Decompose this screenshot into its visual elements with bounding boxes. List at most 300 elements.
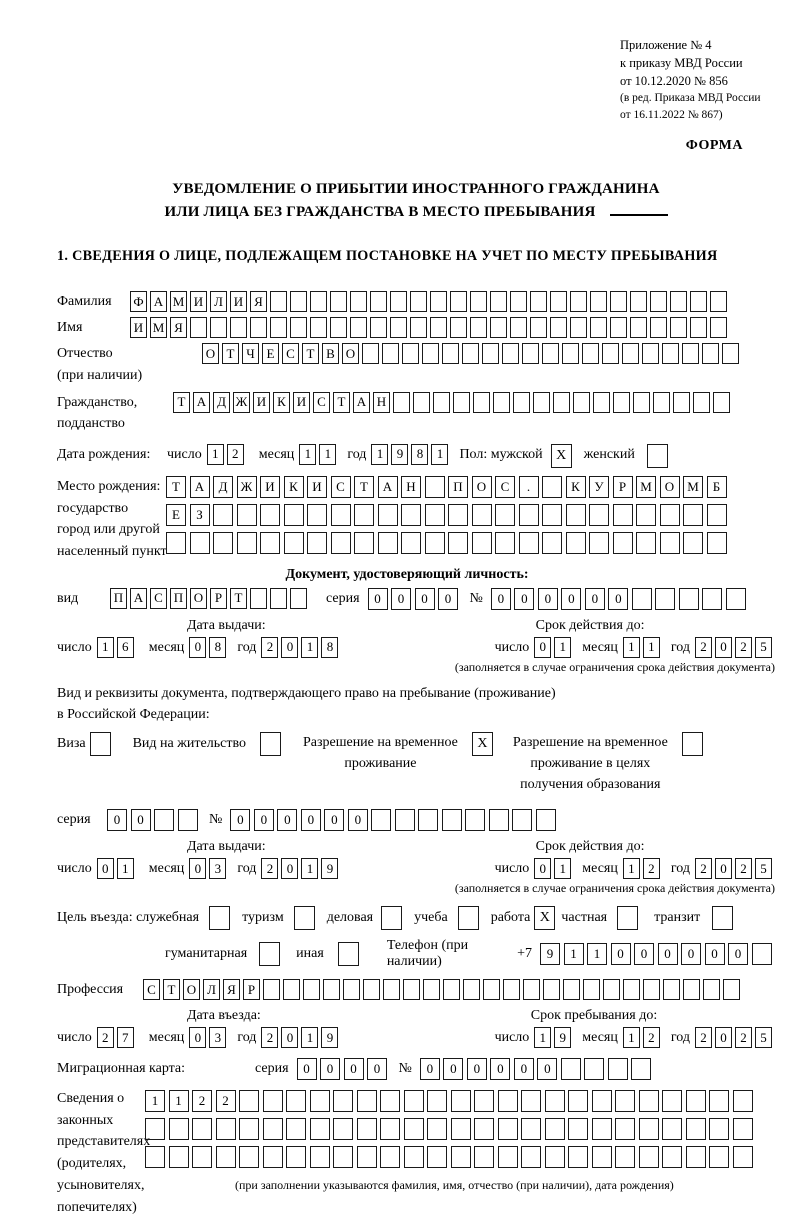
- char-cell[interactable]: [662, 1146, 682, 1168]
- char-cell[interactable]: А: [353, 392, 370, 413]
- char-cell[interactable]: [310, 1146, 330, 1168]
- char-cell[interactable]: 0: [281, 858, 298, 879]
- char-cell[interactable]: 0: [491, 588, 511, 610]
- char-cell[interactable]: З: [190, 504, 210, 526]
- char-cell[interactable]: [690, 291, 707, 312]
- char-cell[interactable]: [726, 588, 746, 610]
- char-cell[interactable]: 0: [297, 1058, 317, 1080]
- char-cell[interactable]: [498, 1090, 518, 1112]
- char-cell[interactable]: [370, 291, 387, 312]
- residence-permit-checkbox[interactable]: [260, 732, 281, 756]
- char-cell[interactable]: [380, 1118, 400, 1140]
- char-cell[interactable]: [636, 532, 656, 554]
- char-cell[interactable]: 0: [281, 637, 298, 658]
- char-cell[interactable]: [390, 317, 407, 338]
- char-cell[interactable]: И: [130, 317, 147, 338]
- char-cell[interactable]: [473, 392, 490, 413]
- char-cell[interactable]: П: [170, 588, 187, 609]
- char-cell[interactable]: [462, 343, 479, 364]
- char-cell[interactable]: 1: [564, 943, 584, 965]
- char-cell[interactable]: [709, 1146, 729, 1168]
- char-cell[interactable]: Д: [213, 476, 233, 498]
- char-cell[interactable]: [216, 1146, 236, 1168]
- char-cell[interactable]: 0: [230, 809, 250, 831]
- char-cell[interactable]: О: [660, 476, 680, 498]
- char-cell[interactable]: У: [589, 476, 609, 498]
- purpose-work-checkbox[interactable]: X: [534, 906, 555, 930]
- char-cell[interactable]: [330, 291, 347, 312]
- char-cell[interactable]: [448, 504, 468, 526]
- char-cell[interactable]: 1: [554, 858, 571, 879]
- char-cell[interactable]: 8: [209, 637, 226, 658]
- char-cell[interactable]: [354, 532, 374, 554]
- char-cell[interactable]: [357, 1146, 377, 1168]
- sex-male-checkbox[interactable]: X: [551, 444, 572, 468]
- char-cell[interactable]: [510, 317, 527, 338]
- char-cell[interactable]: [568, 1118, 588, 1140]
- char-cell[interactable]: 0: [438, 588, 458, 610]
- char-cell[interactable]: [710, 291, 727, 312]
- char-cell[interactable]: [448, 532, 468, 554]
- char-cell[interactable]: [703, 979, 720, 1000]
- char-cell[interactable]: [263, 979, 280, 1000]
- char-cell[interactable]: [413, 392, 430, 413]
- char-cell[interactable]: В: [322, 343, 339, 364]
- char-cell[interactable]: 2: [735, 858, 752, 879]
- char-cell[interactable]: [663, 979, 680, 1000]
- char-cell[interactable]: 0: [715, 637, 732, 658]
- char-cell[interactable]: С: [150, 588, 167, 609]
- char-cell[interactable]: Т: [333, 392, 350, 413]
- char-cell[interactable]: [371, 809, 391, 831]
- char-cell[interactable]: [553, 392, 570, 413]
- char-cell[interactable]: [561, 1058, 581, 1080]
- char-cell[interactable]: [613, 504, 633, 526]
- char-cell[interactable]: Т: [163, 979, 180, 1000]
- char-cell[interactable]: 0: [585, 588, 605, 610]
- char-cell[interactable]: Р: [243, 979, 260, 1000]
- char-cell[interactable]: 1: [623, 858, 640, 879]
- char-cell[interactable]: Т: [222, 343, 239, 364]
- char-cell[interactable]: [250, 588, 267, 609]
- char-cell[interactable]: [622, 343, 639, 364]
- char-cell[interactable]: [655, 588, 675, 610]
- char-cell[interactable]: 8: [321, 637, 338, 658]
- char-cell[interactable]: [490, 317, 507, 338]
- char-cell[interactable]: [690, 317, 707, 338]
- char-cell[interactable]: [145, 1118, 165, 1140]
- char-cell[interactable]: [702, 343, 719, 364]
- char-cell[interactable]: [519, 532, 539, 554]
- char-cell[interactable]: [566, 504, 586, 526]
- char-cell[interactable]: 0: [281, 1027, 298, 1048]
- char-cell[interactable]: М: [683, 476, 703, 498]
- char-cell[interactable]: [350, 317, 367, 338]
- char-cell[interactable]: [589, 504, 609, 526]
- char-cell[interactable]: Ч: [242, 343, 259, 364]
- char-cell[interactable]: 0: [658, 943, 678, 965]
- char-cell[interactable]: 0: [189, 858, 206, 879]
- char-cell[interactable]: Т: [166, 476, 186, 498]
- char-cell[interactable]: [662, 1118, 682, 1140]
- char-cell[interactable]: [418, 809, 438, 831]
- char-cell[interactable]: [404, 1118, 424, 1140]
- char-cell[interactable]: [686, 1118, 706, 1140]
- char-cell[interactable]: [442, 809, 462, 831]
- char-cell[interactable]: [615, 1090, 635, 1112]
- char-cell[interactable]: [723, 979, 740, 1000]
- char-cell[interactable]: 1: [301, 637, 318, 658]
- char-cell[interactable]: [642, 343, 659, 364]
- char-cell[interactable]: [543, 979, 560, 1000]
- purpose-business-checkbox[interactable]: [381, 906, 402, 930]
- char-cell[interactable]: [403, 979, 420, 1000]
- char-cell[interactable]: [263, 1146, 283, 1168]
- char-cell[interactable]: [410, 291, 427, 312]
- char-cell[interactable]: [451, 1090, 471, 1112]
- char-cell[interactable]: [310, 291, 327, 312]
- char-cell[interactable]: [639, 1146, 659, 1168]
- char-cell[interactable]: [498, 1146, 518, 1168]
- char-cell[interactable]: [263, 1118, 283, 1140]
- char-cell[interactable]: [239, 1146, 259, 1168]
- char-cell[interactable]: [443, 979, 460, 1000]
- char-cell[interactable]: 0: [490, 1058, 510, 1080]
- char-cell[interactable]: [145, 1146, 165, 1168]
- char-cell[interactable]: М: [150, 317, 167, 338]
- char-cell[interactable]: [568, 1146, 588, 1168]
- char-cell[interactable]: [433, 392, 450, 413]
- char-cell[interactable]: [357, 1118, 377, 1140]
- char-cell[interactable]: [603, 979, 620, 1000]
- char-cell[interactable]: [450, 291, 467, 312]
- char-cell[interactable]: 0: [344, 1058, 364, 1080]
- char-cell[interactable]: [582, 343, 599, 364]
- char-cell[interactable]: 0: [534, 637, 551, 658]
- char-cell[interactable]: 0: [277, 809, 297, 831]
- char-cell[interactable]: [650, 317, 667, 338]
- char-cell[interactable]: [333, 1118, 353, 1140]
- char-cell[interactable]: [310, 317, 327, 338]
- sex-female-checkbox[interactable]: [647, 444, 668, 468]
- char-cell[interactable]: [523, 979, 540, 1000]
- char-cell[interactable]: Т: [173, 392, 190, 413]
- char-cell[interactable]: И: [307, 476, 327, 498]
- char-cell[interactable]: 6: [117, 637, 134, 658]
- char-cell[interactable]: [707, 532, 727, 554]
- char-cell[interactable]: [472, 504, 492, 526]
- char-cell[interactable]: [427, 1118, 447, 1140]
- char-cell[interactable]: [284, 532, 304, 554]
- char-cell[interactable]: Т: [302, 343, 319, 364]
- char-cell[interactable]: 0: [538, 588, 558, 610]
- char-cell[interactable]: [290, 588, 307, 609]
- char-cell[interactable]: 1: [623, 1027, 640, 1048]
- char-cell[interactable]: 9: [540, 943, 560, 965]
- char-cell[interactable]: [623, 979, 640, 1000]
- char-cell[interactable]: Ж: [237, 476, 257, 498]
- char-cell[interactable]: 5: [755, 858, 772, 879]
- char-cell[interactable]: [590, 291, 607, 312]
- char-cell[interactable]: 2: [735, 1027, 752, 1048]
- char-cell[interactable]: [542, 343, 559, 364]
- rvp-education-checkbox[interactable]: [682, 732, 703, 756]
- char-cell[interactable]: [442, 343, 459, 364]
- char-cell[interactable]: [354, 504, 374, 526]
- char-cell[interactable]: [383, 979, 400, 1000]
- char-cell[interactable]: [482, 343, 499, 364]
- char-cell[interactable]: [566, 532, 586, 554]
- char-cell[interactable]: [169, 1146, 189, 1168]
- char-cell[interactable]: Т: [230, 588, 247, 609]
- char-cell[interactable]: [430, 317, 447, 338]
- char-cell[interactable]: [707, 504, 727, 526]
- char-cell[interactable]: [331, 532, 351, 554]
- char-cell[interactable]: А: [190, 476, 210, 498]
- char-cell[interactable]: Т: [354, 476, 374, 498]
- char-cell[interactable]: [380, 1146, 400, 1168]
- purpose-transit-checkbox[interactable]: [712, 906, 733, 930]
- char-cell[interactable]: [310, 1090, 330, 1112]
- char-cell[interactable]: 0: [415, 588, 435, 610]
- char-cell[interactable]: [662, 1090, 682, 1112]
- char-cell[interactable]: [530, 291, 547, 312]
- purpose-study-checkbox[interactable]: [458, 906, 479, 930]
- char-cell[interactable]: [521, 1146, 541, 1168]
- char-cell[interactable]: 1: [554, 637, 571, 658]
- char-cell[interactable]: Д: [213, 392, 230, 413]
- char-cell[interactable]: 0: [131, 809, 151, 831]
- char-cell[interactable]: [303, 979, 320, 1000]
- char-cell[interactable]: [401, 504, 421, 526]
- char-cell[interactable]: [639, 1118, 659, 1140]
- char-cell[interactable]: [395, 809, 415, 831]
- char-cell[interactable]: 2: [735, 637, 752, 658]
- purpose-humanitarian-checkbox[interactable]: [259, 942, 280, 966]
- char-cell[interactable]: [404, 1090, 424, 1112]
- char-cell[interactable]: [169, 1118, 189, 1140]
- char-cell[interactable]: [615, 1146, 635, 1168]
- char-cell[interactable]: [192, 1118, 212, 1140]
- char-cell[interactable]: 2: [261, 858, 278, 879]
- char-cell[interactable]: О: [183, 979, 200, 1000]
- char-cell[interactable]: Ж: [233, 392, 250, 413]
- char-cell[interactable]: [237, 532, 257, 554]
- char-cell[interactable]: [610, 317, 627, 338]
- char-cell[interactable]: Н: [373, 392, 390, 413]
- char-cell[interactable]: [166, 532, 186, 554]
- char-cell[interactable]: [490, 291, 507, 312]
- char-cell[interactable]: 0: [561, 588, 581, 610]
- char-cell[interactable]: [427, 1146, 447, 1168]
- char-cell[interactable]: [498, 1118, 518, 1140]
- char-cell[interactable]: О: [472, 476, 492, 498]
- char-cell[interactable]: [570, 317, 587, 338]
- char-cell[interactable]: [333, 1146, 353, 1168]
- char-cell[interactable]: [589, 532, 609, 554]
- char-cell[interactable]: 1: [207, 444, 224, 465]
- char-cell[interactable]: 2: [695, 637, 712, 658]
- char-cell[interactable]: [250, 317, 267, 338]
- char-cell[interactable]: [683, 504, 703, 526]
- char-cell[interactable]: [502, 343, 519, 364]
- char-cell[interactable]: [709, 1090, 729, 1112]
- char-cell[interactable]: [584, 1058, 604, 1080]
- char-cell[interactable]: С: [282, 343, 299, 364]
- char-cell[interactable]: 0: [189, 637, 206, 658]
- char-cell[interactable]: [401, 532, 421, 554]
- char-cell[interactable]: 1: [169, 1090, 189, 1112]
- char-cell[interactable]: [286, 1146, 306, 1168]
- char-cell[interactable]: [662, 343, 679, 364]
- char-cell[interactable]: А: [378, 476, 398, 498]
- char-cell[interactable]: [592, 1146, 612, 1168]
- char-cell[interactable]: [290, 291, 307, 312]
- char-cell[interactable]: [425, 504, 445, 526]
- char-cell[interactable]: [390, 291, 407, 312]
- purpose-private-checkbox[interactable]: [617, 906, 638, 930]
- char-cell[interactable]: 1: [145, 1090, 165, 1112]
- char-cell[interactable]: [533, 392, 550, 413]
- char-cell[interactable]: .: [519, 476, 539, 498]
- char-cell[interactable]: 1: [301, 858, 318, 879]
- char-cell[interactable]: [592, 1090, 612, 1112]
- char-cell[interactable]: [190, 532, 210, 554]
- char-cell[interactable]: [393, 392, 410, 413]
- char-cell[interactable]: [670, 291, 687, 312]
- char-cell[interactable]: [583, 979, 600, 1000]
- char-cell[interactable]: [608, 1058, 628, 1080]
- char-cell[interactable]: [410, 317, 427, 338]
- char-cell[interactable]: [463, 979, 480, 1000]
- char-cell[interactable]: 1: [117, 858, 134, 879]
- char-cell[interactable]: Е: [166, 504, 186, 526]
- char-cell[interactable]: 8: [411, 444, 428, 465]
- char-cell[interactable]: 7: [117, 1027, 134, 1048]
- visa-checkbox[interactable]: [90, 732, 111, 756]
- char-cell[interactable]: [610, 291, 627, 312]
- char-cell[interactable]: К: [284, 476, 304, 498]
- char-cell[interactable]: А: [193, 392, 210, 413]
- char-cell[interactable]: [679, 588, 699, 610]
- char-cell[interactable]: [213, 504, 233, 526]
- char-cell[interactable]: [270, 291, 287, 312]
- char-cell[interactable]: [563, 979, 580, 1000]
- char-cell[interactable]: 1: [371, 444, 388, 465]
- char-cell[interactable]: [286, 1090, 306, 1112]
- char-cell[interactable]: П: [110, 588, 127, 609]
- char-cell[interactable]: [378, 532, 398, 554]
- char-cell[interactable]: [590, 317, 607, 338]
- char-cell[interactable]: [660, 504, 680, 526]
- char-cell[interactable]: 3: [209, 1027, 226, 1048]
- char-cell[interactable]: [260, 532, 280, 554]
- char-cell[interactable]: 2: [97, 1027, 114, 1048]
- char-cell[interactable]: 0: [608, 588, 628, 610]
- char-cell[interactable]: [631, 1058, 651, 1080]
- char-cell[interactable]: 0: [705, 943, 725, 965]
- char-cell[interactable]: [331, 504, 351, 526]
- char-cell[interactable]: [573, 392, 590, 413]
- char-cell[interactable]: [343, 979, 360, 1000]
- char-cell[interactable]: Н: [401, 476, 421, 498]
- char-cell[interactable]: [710, 317, 727, 338]
- char-cell[interactable]: 2: [216, 1090, 236, 1112]
- char-cell[interactable]: С: [495, 476, 515, 498]
- char-cell[interactable]: [542, 504, 562, 526]
- char-cell[interactable]: [722, 343, 739, 364]
- char-cell[interactable]: [239, 1090, 259, 1112]
- char-cell[interactable]: 0: [189, 1027, 206, 1048]
- char-cell[interactable]: [670, 317, 687, 338]
- char-cell[interactable]: Е: [262, 343, 279, 364]
- purpose-other-checkbox[interactable]: [338, 942, 359, 966]
- char-cell[interactable]: 0: [728, 943, 748, 965]
- char-cell[interactable]: [286, 1118, 306, 1140]
- char-cell[interactable]: [593, 392, 610, 413]
- char-cell[interactable]: [562, 343, 579, 364]
- char-cell[interactable]: [284, 504, 304, 526]
- char-cell[interactable]: [260, 504, 280, 526]
- char-cell[interactable]: 0: [537, 1058, 557, 1080]
- char-cell[interactable]: [378, 504, 398, 526]
- char-cell[interactable]: [350, 291, 367, 312]
- char-cell[interactable]: [307, 532, 327, 554]
- char-cell[interactable]: [686, 1146, 706, 1168]
- char-cell[interactable]: [483, 979, 500, 1000]
- char-cell[interactable]: Я: [250, 291, 267, 312]
- char-cell[interactable]: [190, 317, 207, 338]
- char-cell[interactable]: [210, 317, 227, 338]
- char-cell[interactable]: [470, 291, 487, 312]
- char-cell[interactable]: [683, 532, 703, 554]
- char-cell[interactable]: 2: [643, 1027, 660, 1048]
- char-cell[interactable]: О: [202, 343, 219, 364]
- char-cell[interactable]: 0: [715, 858, 732, 879]
- char-cell[interactable]: [660, 532, 680, 554]
- char-cell[interactable]: 9: [554, 1027, 571, 1048]
- char-cell[interactable]: [519, 504, 539, 526]
- char-cell[interactable]: [333, 1090, 353, 1112]
- char-cell[interactable]: [510, 291, 527, 312]
- char-cell[interactable]: [451, 1118, 471, 1140]
- char-cell[interactable]: [686, 1090, 706, 1112]
- char-cell[interactable]: 9: [391, 444, 408, 465]
- char-cell[interactable]: 0: [301, 809, 321, 831]
- char-cell[interactable]: 0: [420, 1058, 440, 1080]
- char-cell[interactable]: [363, 979, 380, 1000]
- char-cell[interactable]: 0: [634, 943, 654, 965]
- char-cell[interactable]: О: [190, 588, 207, 609]
- char-cell[interactable]: Ф: [130, 291, 147, 312]
- char-cell[interactable]: [213, 532, 233, 554]
- char-cell[interactable]: 1: [431, 444, 448, 465]
- char-cell[interactable]: [733, 1118, 753, 1140]
- char-cell[interactable]: 1: [319, 444, 336, 465]
- char-cell[interactable]: К: [566, 476, 586, 498]
- char-cell[interactable]: [495, 504, 515, 526]
- char-cell[interactable]: [673, 392, 690, 413]
- char-cell[interactable]: 0: [611, 943, 631, 965]
- char-cell[interactable]: [613, 532, 633, 554]
- char-cell[interactable]: [513, 392, 530, 413]
- char-cell[interactable]: [270, 588, 287, 609]
- char-cell[interactable]: [733, 1090, 753, 1112]
- char-cell[interactable]: [568, 1090, 588, 1112]
- char-cell[interactable]: И: [253, 392, 270, 413]
- char-cell[interactable]: [602, 343, 619, 364]
- char-cell[interactable]: 1: [623, 637, 640, 658]
